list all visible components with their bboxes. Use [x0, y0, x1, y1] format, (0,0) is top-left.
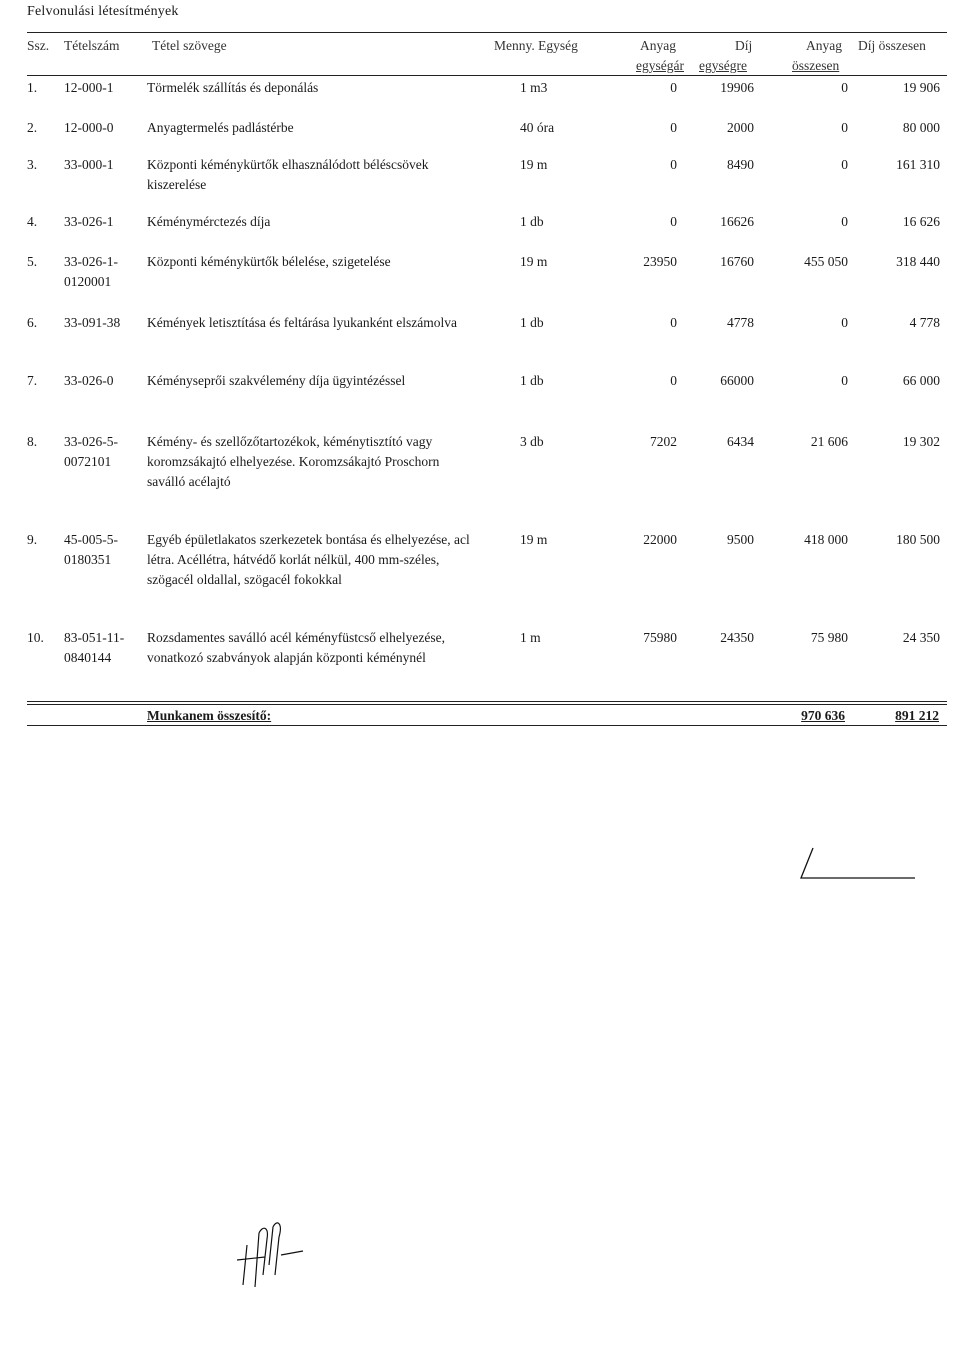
row-dij-egysegre: 9500	[727, 532, 754, 547]
row-ssz: 7.	[27, 373, 38, 388]
col-dij-osszesen-header: Díj összesen	[858, 38, 926, 53]
row-szoveg: Központi kéménykürtők bélelése, szigetelése	[147, 254, 391, 269]
row-mennyiseg: 1 db	[520, 315, 544, 330]
row-tetelszam: 83-051-11- 0840144	[64, 630, 125, 665]
row-szoveg: Egyéb épületlakatos szerkezetek bontása és elhelyezése, acl létra. Acéllétra, hátvédő korlát nélkül, 400 mm-széles, szögacél oldallal, szögacél fokokkal	[147, 532, 470, 587]
row-anyag-osszesen: 0	[841, 80, 848, 95]
header-bottom-rule	[27, 75, 947, 76]
row-dij-osszesen: 4 778	[909, 315, 940, 330]
row-tetelszam: 33-091-38	[64, 315, 121, 330]
row-anyag-egysegar: 0	[670, 80, 677, 95]
row-szoveg: Kéménymérctezés díja	[147, 214, 271, 229]
col-tetelszam-header: Tételszám	[64, 38, 120, 53]
header-top-rule	[27, 32, 947, 33]
row-szoveg: Kémények letisztítása és feltárása lyukanként elszámolva	[147, 315, 457, 330]
col-szoveg-header: Tétel szövege	[152, 38, 227, 53]
row-anyag-osszesen: 455 050	[804, 254, 848, 269]
row-mennyiseg: 40 óra	[520, 120, 555, 135]
col-anyag-egysegar-header-2: egységár	[636, 58, 684, 73]
row-anyag-osszesen: 21 606	[810, 434, 848, 449]
row-mennyiseg: 1 m3	[520, 80, 548, 95]
row-anyag-egysegar: 22000	[643, 532, 677, 547]
row-dij-osszesen: 16 626	[902, 214, 940, 229]
row-mennyiseg: 1 db	[520, 214, 544, 229]
row-dij-egysegre: 66000	[720, 373, 754, 388]
row-dij-osszesen: 66 000	[902, 373, 940, 388]
row-anyag-osszesen: 0	[841, 214, 848, 229]
col-anyag-osszesen-header-2: összesen	[792, 58, 840, 73]
row-dij-egysegre: 6434	[727, 434, 754, 449]
handwritten-signature	[225, 1215, 320, 1295]
col-dij-egysegre-header-2: egységre	[699, 58, 747, 73]
row-ssz: 5.	[27, 254, 38, 269]
signature-stroke	[795, 840, 925, 890]
row-dij-egysegre: 4778	[727, 315, 754, 330]
row-szoveg: Kéményseprői szakvélemény díja ügyintézéssel	[147, 373, 406, 388]
summary-top-rule-2	[27, 704, 947, 705]
row-dij-egysegre: 8490	[727, 157, 754, 172]
page-title: Felvonulási létesítmények	[27, 4, 179, 19]
row-anyag-osszesen: 0	[841, 157, 848, 172]
row-dij-egysegre: 2000	[727, 120, 754, 135]
summary-top-rule	[27, 701, 947, 702]
row-dij-egysegre: 19906	[720, 80, 754, 95]
row-anyag-osszesen: 0	[841, 120, 848, 135]
row-dij-osszesen: 19 302	[902, 434, 940, 449]
row-mennyiseg: 1 m	[520, 630, 541, 645]
row-anyag-egysegar: 0	[670, 214, 677, 229]
col-ssz-header: Ssz.	[27, 38, 50, 53]
row-ssz: 2.	[27, 120, 38, 135]
row-dij-egysegre: 24350	[720, 630, 754, 645]
row-anyag-egysegar: 0	[670, 315, 677, 330]
row-ssz: 10.	[27, 630, 44, 645]
row-tetelszam: 45-005-5- 0180351	[64, 532, 118, 567]
row-mennyiseg: 19 m	[520, 532, 548, 547]
row-tetelszam: 33-026-1	[64, 214, 114, 229]
col-dij-egysegre-header: Díj	[735, 38, 753, 53]
summary-label: Munkanem összesítő:	[147, 708, 272, 723]
row-anyag-egysegar: 0	[670, 120, 677, 135]
row-ssz: 8.	[27, 434, 38, 449]
row-dij-osszesen: 80 000	[902, 120, 940, 135]
row-mennyiseg: 1 db	[520, 373, 544, 388]
row-anyag-egysegar: 0	[670, 157, 677, 172]
row-tetelszam: 33-000-1	[64, 157, 114, 172]
row-ssz: 3.	[27, 157, 38, 172]
row-ssz: 9.	[27, 532, 38, 547]
row-anyag-osszesen: 0	[841, 315, 848, 330]
row-ssz: 4.	[27, 214, 38, 229]
row-dij-egysegre: 16760	[720, 254, 754, 269]
row-mennyiseg: 3 db	[520, 434, 544, 449]
row-szoveg: Kémény- és szellőzőtartozékok, kéménytisztító vagy koromzsákajtó elhelyezése. Koromzsákajtó Proschorn saválló acélajtó	[147, 434, 440, 489]
summary-dij-osszesen: 891 212	[895, 708, 939, 723]
row-mennyiseg: 19 m	[520, 254, 548, 269]
row-anyag-egysegar: 0	[670, 373, 677, 388]
row-ssz: 1.	[27, 80, 38, 95]
row-anyag-egysegar: 75980	[643, 630, 677, 645]
row-dij-osszesen: 24 350	[902, 630, 940, 645]
row-anyag-osszesen: 418 000	[804, 532, 848, 547]
col-anyag-egysegar-header: Anyag	[640, 38, 676, 53]
row-dij-osszesen: 318 440	[896, 254, 940, 269]
row-szoveg: Rozsdamentes saválló acél kéményfüstcső elhelyezése, vonatkozó szabványok alapján központi kéménynél	[147, 630, 446, 665]
row-tetelszam: 33-026-1- 0120001	[64, 254, 118, 289]
row-anyag-egysegar: 23950	[643, 254, 677, 269]
row-anyag-egysegar: 7202	[650, 434, 677, 449]
col-menny-header: Menny. Egység	[494, 38, 578, 53]
row-dij-osszesen: 161 310	[896, 157, 940, 172]
row-mennyiseg: 19 m	[520, 157, 548, 172]
summary-anyag-osszesen: 970 636	[801, 708, 845, 723]
row-szoveg: Törmelék szállítás és deponálás	[147, 80, 319, 95]
row-anyag-osszesen: 75 980	[810, 630, 848, 645]
row-szoveg: Központi kéménykürtők elhasználódott béléscsövek kiszerelése	[147, 157, 429, 192]
row-szoveg: Anyagtermelés padlástérbe	[147, 120, 294, 135]
row-dij-egysegre: 16626	[720, 214, 754, 229]
row-tetelszam: 33-026-5- 0072101	[64, 434, 118, 469]
row-tetelszam: 12-000-1	[64, 80, 114, 95]
row-dij-osszesen: 180 500	[896, 532, 940, 547]
row-ssz: 6.	[27, 315, 38, 330]
summary-bottom-rule	[27, 725, 947, 726]
row-tetelszam: 12-000-0	[64, 120, 114, 135]
row-anyag-osszesen: 0	[841, 373, 848, 388]
row-dij-osszesen: 19 906	[902, 80, 940, 95]
row-tetelszam: 33-026-0	[64, 373, 114, 388]
col-anyag-osszesen-header: Anyag	[806, 38, 842, 53]
